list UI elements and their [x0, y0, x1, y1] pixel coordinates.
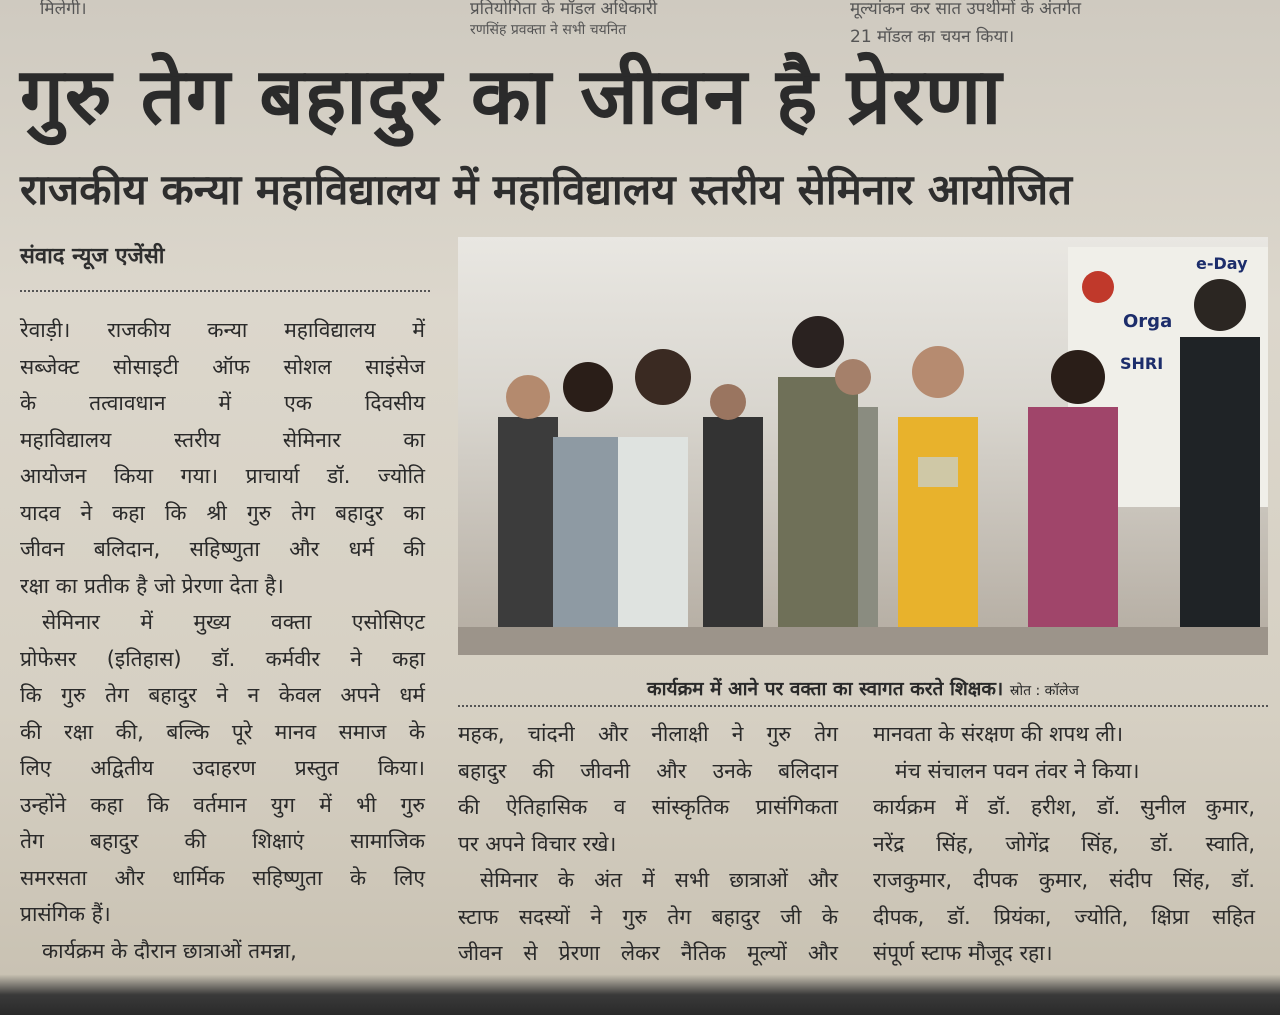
banner-text: Orga: [1123, 311, 1173, 332]
divider: [458, 705, 1268, 707]
text-line: संपूर्ण स्टाफ मौजूद रहा।: [873, 941, 1053, 965]
text-line: दीपक, डॉ. प्रियंका, ज्योति, क्षिप्रा सहित: [873, 904, 1255, 929]
divider: [20, 290, 430, 292]
subheadline: राजकीय कन्या महाविद्यालय में महाविद्यालय स्तरीय सेमिनार आयोजित: [20, 165, 1073, 214]
text-line: की रक्षा की, बल्कि पूरे मानव समाज के: [20, 719, 425, 744]
text-line: सब्जेक्ट सोसाइटी ऑफ सोशल साइंसेज: [20, 354, 425, 379]
article-column-1: [20, 312, 425, 969]
text-line: के तत्वावधान में एक दिवसीय: [20, 391, 425, 415]
banner-text: e-Day: [1196, 254, 1248, 273]
text-line: कार्यक्रम में डॉ. हरीश, डॉ. सुनील कुमार,: [873, 795, 1255, 819]
prev-article-fragment: मिलेगी।: [40, 0, 87, 19]
text-line: महाविद्यालय स्तरीय सेमिनार का: [20, 427, 425, 452]
text-line: जीवन से प्रेरणा लेकर नैतिक मूल्यों और: [458, 941, 838, 965]
text-line: जीवन बलिदान, सहिष्णुता और धर्म की: [20, 537, 425, 561]
prev-article-fragment: प्रतियोगिता के मॉडल अधिकारी: [470, 0, 658, 19]
headline: गुरु तेग बहादुर का जीवन है प्रेरणा: [20, 52, 1003, 142]
text-line: मंच संचालन पवन तंवर ने किया।: [895, 758, 1140, 783]
text-line: नरेंद्र सिंह, जोगेंद्र सिंह, डॉ. स्वाति,: [873, 831, 1255, 856]
text-line: की ऐतिहासिक व सांस्कृतिक प्रासंगिकता: [458, 795, 838, 819]
text-line: प्रासंगिक हैं।: [20, 902, 111, 926]
text-line: कार्यक्रम के दौरान छात्राओं तमन्ना,: [42, 938, 297, 963]
prev-article-fragment: मूल्यांकन कर सात उपथीमों के अंतर्गत: [850, 0, 1082, 19]
text-line: रक्षा का प्रतीक है जो प्रेरणा देता है।: [20, 573, 284, 598]
text-line: सेमिनार के अंत में सभी छात्राओं और: [480, 868, 838, 892]
text-line: महक, चांदनी और नीलाक्षी ने गुरु तेग: [458, 722, 838, 746]
text-line: लिए अद्वितीय उदाहरण प्रस्तुत किया।: [20, 756, 425, 780]
text-line: प्रोफेसर (इतिहास) डॉ. कर्मवीर ने कहा: [20, 646, 425, 671]
text-line: समरसता और धार्मिक सहिष्णुता के लिए: [20, 865, 425, 890]
text-line: मानवता के संरक्षण की शपथ ली।: [873, 722, 1124, 746]
prev-article-fragment: 21 मॉडल का चयन किया।: [850, 27, 1015, 47]
text-line: सेमिनार में मुख्य वक्ता एसोसिएट: [42, 610, 425, 634]
caption-text: कार्यक्रम में आने पर वक्ता का स्वागत करते शिक्षक।: [647, 678, 1004, 700]
news-photo: [458, 237, 1268, 655]
text-line: स्टाफ सदस्यों ने गुरु तेग बहादुर जी के: [458, 904, 838, 929]
photo-caption: [458, 675, 1268, 701]
text-line: यादव ने कहा कि श्री गुरु तेग बहादुर का: [20, 500, 425, 525]
photo-source: स्रोत : कॉलेज: [1009, 683, 1079, 699]
article-column-3: [873, 716, 1255, 972]
text-line: उन्होंने कहा कि वर्तमान युग में भी गुरु: [20, 792, 425, 817]
text-line: पर अपने विचार रखे।: [458, 831, 617, 856]
text-line: तेग बहादुर की शिक्षाएं सामाजिक: [20, 829, 425, 853]
text-line: राजकुमार, दीपक कुमार, संदीप सिंह, डॉ.: [873, 868, 1255, 892]
text-line: कि गुरु तेग बहादुर ने न केवल अपने धर्म: [20, 683, 425, 707]
article-column-2: [458, 716, 838, 972]
prev-article-fragment: रणसिंह प्रवक्ता ने सभी चयनित: [470, 22, 627, 38]
text-line: रेवाड़ी। राजकीय कन्या महाविद्यालय में: [20, 318, 425, 342]
photo-illustration: [458, 237, 1268, 655]
banner-text: SHRI: [1120, 354, 1164, 373]
text-line: आयोजन किया गया। प्राचार्या डॉ. ज्योति: [20, 464, 425, 488]
byline: संवाद न्यूज एजेंसी: [20, 244, 165, 269]
text-line: बहादुर की जीवनी और उनके बलिदान: [458, 758, 838, 783]
